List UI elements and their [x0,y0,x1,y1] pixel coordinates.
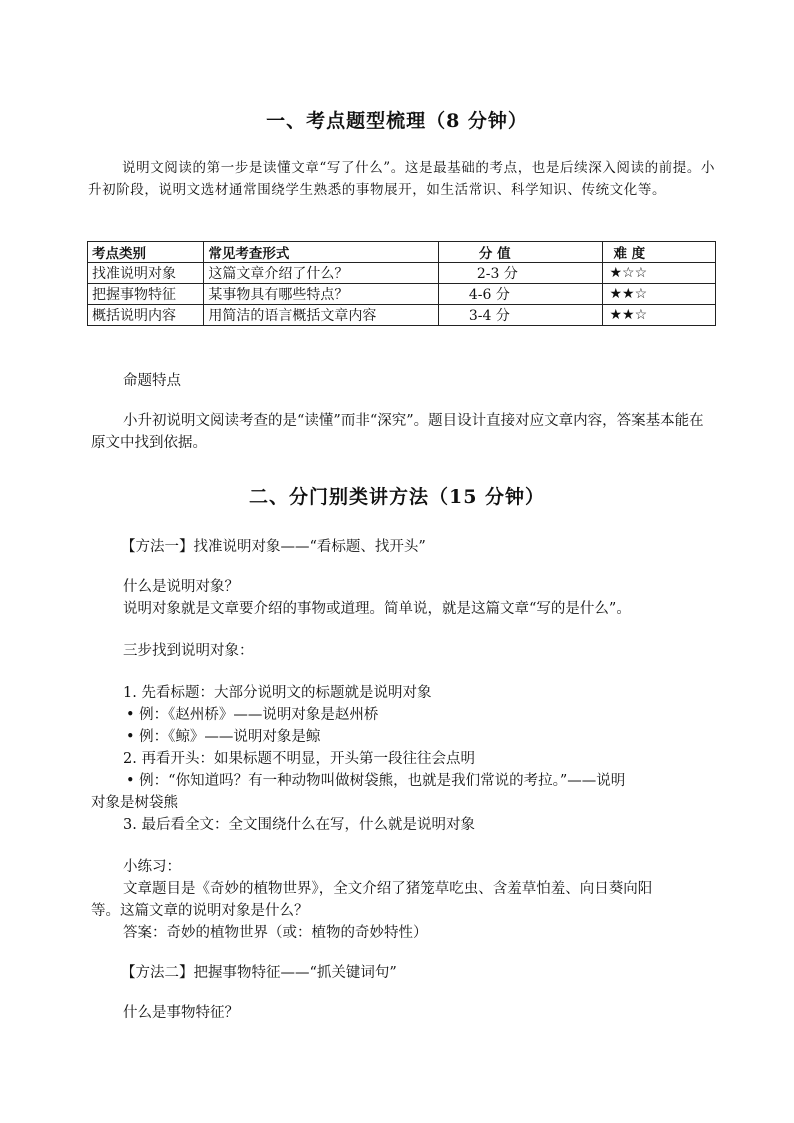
section2-title: 二、分门别类讲方法（15 分钟） [248,486,546,508]
method1-step1: 1. 先看标题：大部分说明文的标题就是说明对象 [123,685,432,701]
table-cell: 用简洁的语言概括文章内容 [204,305,439,326]
table-cell: 把握事物特征 [88,284,204,305]
method1-step3: 3. 最后看全文：全文围绕什么在写，什么就是说明对象 [123,817,475,833]
practice-title: 小练习： [123,859,181,875]
table-cell: 2-3 分 [438,263,603,284]
feature-heading: 命题特点 [123,373,181,389]
table-row [88,263,716,284]
exam-points-table [87,241,716,326]
table-header: 考点类别 [88,242,204,263]
method1-step2: 2. 再看开头：如果标题不明显，开头第一段往往会点明 [123,751,475,767]
method1-example-cont: 对象是树袋熊 [91,795,178,811]
method1-example: • 例：《鲸》——说明对象是鲸 [126,729,321,745]
table-header-row [88,242,716,263]
method2-title: 【方法二】把握事物特征——“抓关键词句” [121,965,397,981]
table-row [88,284,716,305]
table-cell: ★★☆ [603,284,716,305]
method1-title: 【方法一】找准说明对象——“看标题、找开头” [121,539,426,555]
table-cell: 概括说明内容 [88,305,204,326]
intro-text: 说明文阅读的第一步是读懂文章“写了什么”。这是最基础的考点，也是后续深入阅读的前提。小升初阶段，说明文选材通常围绕学生熟悉的事物展开，如生活常识、科学知识、传统文化等。 [88,160,716,198]
table-cell: 找准说明对象 [88,263,204,284]
method1-steps-title: 三步找到说明对象： [123,643,254,659]
table-header: 难 度 [603,242,716,263]
practice-answer: 答案：奇妙的植物世界（或：植物的奇妙特性） [123,925,428,941]
practice-question-cont: 等。这篇文章的说明对象是什么？ [91,903,309,919]
method2-question: 什么是事物特征？ [123,1005,239,1021]
table-row [88,305,716,326]
table-header: 常见考查形式 [204,242,439,263]
method1-definition: 说明对象就是文章要介绍的事物或道理。简单说，就是这篇文章“写的是什么”。 [123,601,631,617]
method1-question: 什么是说明对象？ [123,579,239,595]
table-cell: 3-4 分 [438,305,603,326]
table-cell: ★☆☆ [603,263,716,284]
section1-title: 一、考点题型梳理（8 分钟） [266,110,528,132]
method1-example: • 例：“你知道吗？有一种动物叫做树袋熊，也就是我们常说的考拉。”——说明 [126,773,626,789]
table-cell: ★★☆ [603,305,716,326]
feature-text-body: 小升初说明文阅读考查的是“读懂”而非“深究”。题目设计直接对应文章内容，答案基本能在原文中找到依据。 [91,413,704,451]
table-header: 分 值 [438,242,603,263]
feature-text [91,410,716,454]
practice-question: 文章题目是《奇妙的植物世界》，全文介绍了猪笼草吃虫、含羞草怕羞、向日葵向阳 [123,881,653,897]
table-cell: 某事物具有哪些特点？ [204,284,439,305]
table-cell: 4-6 分 [438,284,603,305]
method1-example: • 例：《赵州桥》——说明对象是赵州桥 [126,707,379,723]
section1-intro [88,157,718,201]
table-cell: 这篇文章介绍了什么？ [204,263,439,284]
